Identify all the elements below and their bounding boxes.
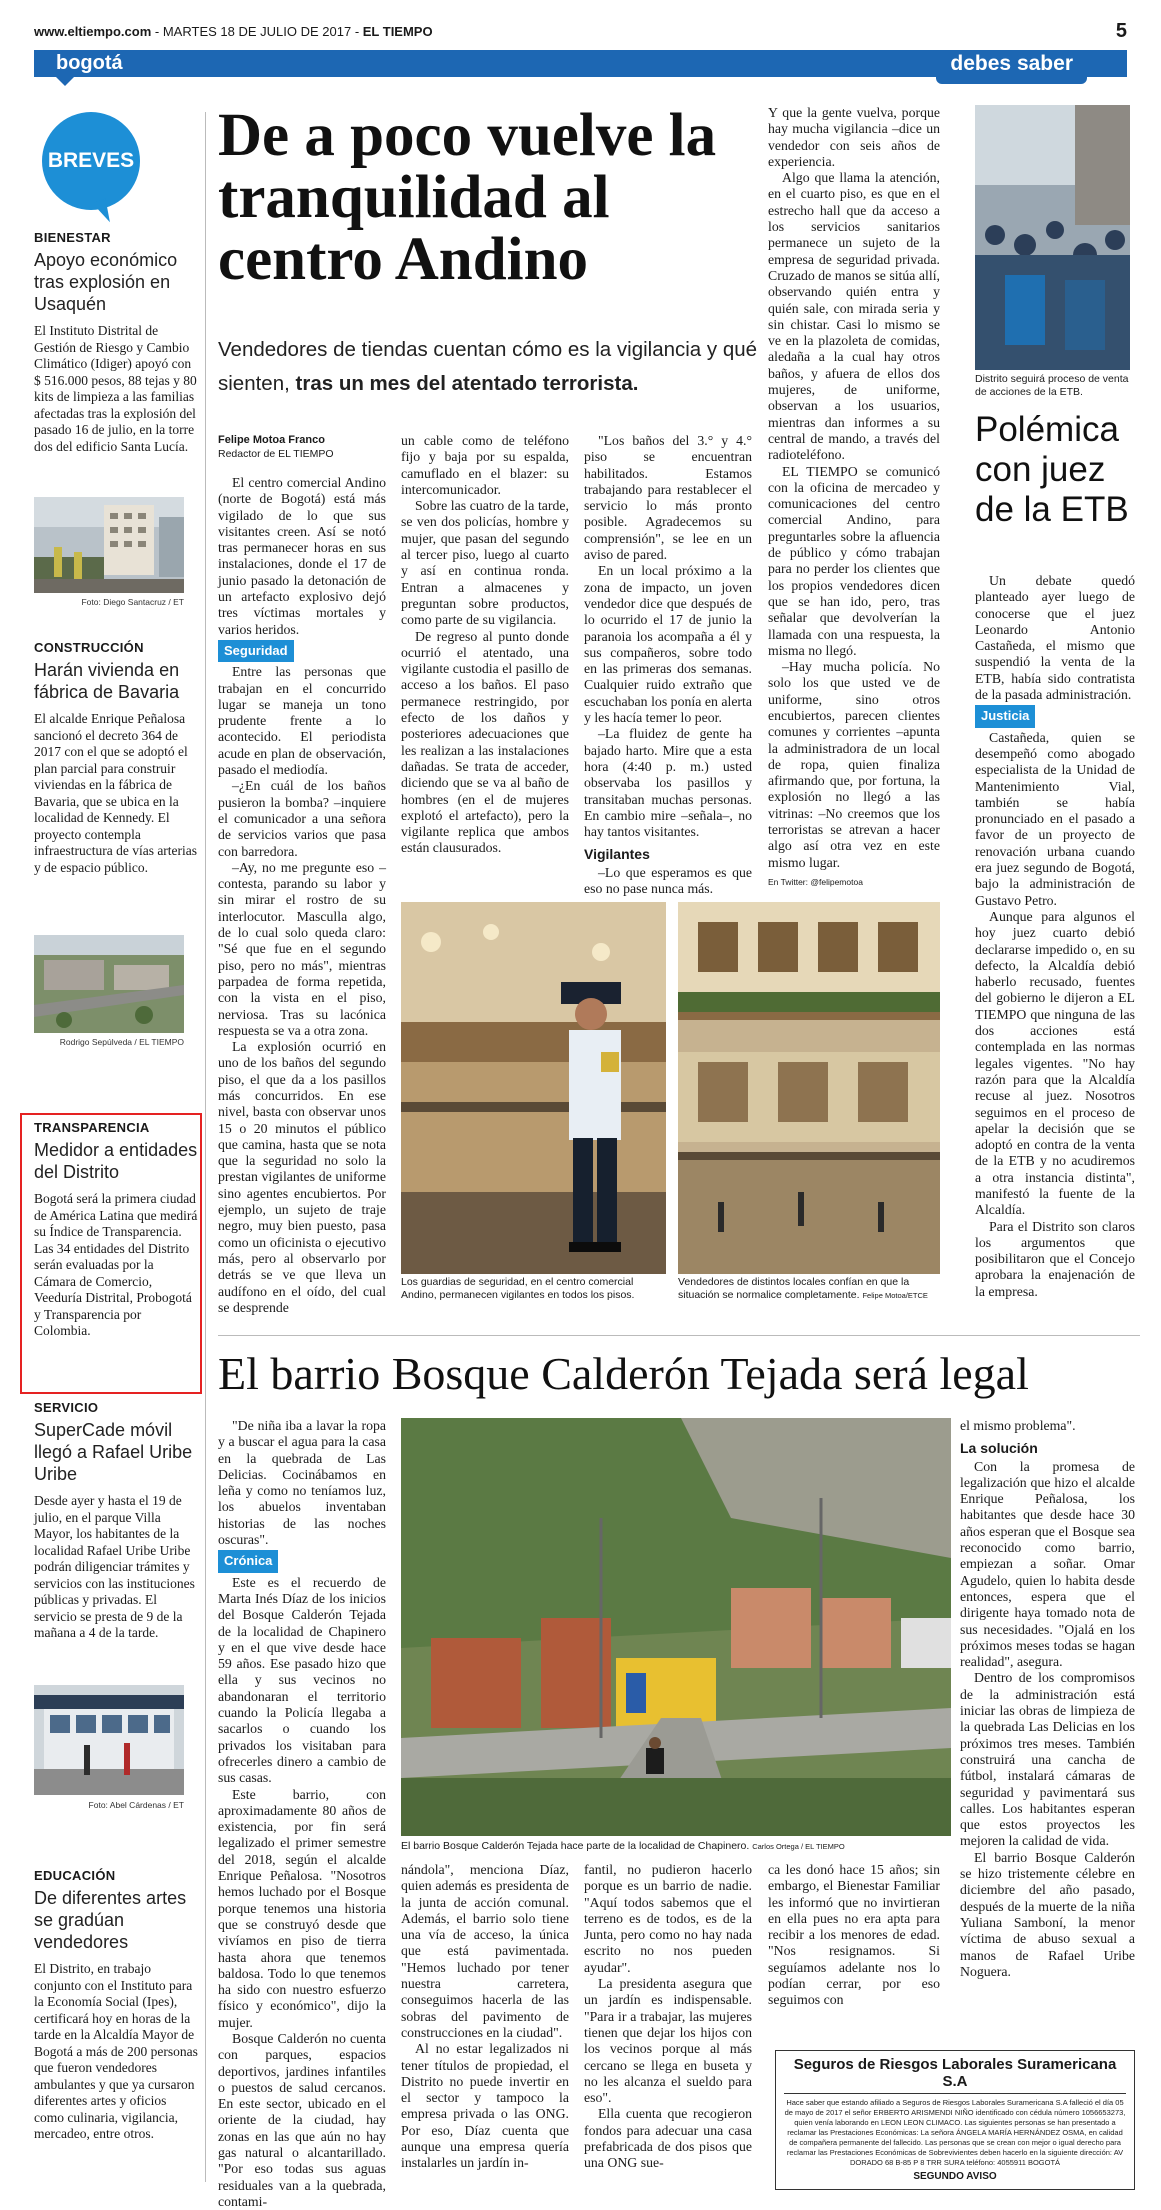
paragraph: EL TIEMPO se comunicó con la oficina de mercadeo y comunicaciones del centro comercial Andino, para preguntarles sobre la afluencia de público y cómo trabajan para no perder los clientes que los propios vendedores dicen que se han ido, pero, tras señalar que devolverían la llamada con una respuesta, la misma no llegó. [768, 463, 940, 658]
subhead-bold: tras un mes del atentado terrorista. [295, 372, 639, 395]
brief-headline: Medidor a entidades del Distrito [34, 1140, 198, 1182]
paragraph: Al no estar legalizados ni tener títulos de propiedad, el Distrito no puede invertir en el sector y tampoco la empresa privada o las ONG. Por eso, Díaz cuenta que aunque una empresa quería instalarles un jardín in- [401, 2041, 569, 2171]
photo-mall-guard [401, 902, 666, 1274]
paragraph: un cable como de teléfono fijo y baja por su espalda, camuflado en el blazer: su intercomunicador. [401, 433, 569, 497]
author-role: Redactor de EL TIEMPO [218, 448, 334, 460]
brief-photo-usaquen [34, 497, 184, 593]
ad-title: Seguros de Riesgos Laborales Suramericana S.A [784, 2056, 1126, 2094]
second-headline: El barrio Bosque Calderón Tejada será legal [218, 1348, 1029, 1399]
paragraph: Entre las personas que trabajan en el concurrido lugar se maneja un tono prudente frente a lo acontecido. El periodista acude en plan de observación, pasado el mediodía. [218, 664, 386, 778]
paragraph: Y que la gente vuelva, porque hay mucha vigilancia –dice un vendedor con seis años de experiencia. [768, 105, 940, 169]
brief-bienestar [34, 230, 198, 455]
brief-headline: De diferentes artes se gradúan vendedores [34, 1888, 187, 1952]
paragraph: Castañeda, quien se desempeñó como abogado especialista de la Unidad de Mantenimiento Vial, también se había pronunciado en el pasado a favor de un proyecto de renovación urbana cuando era juez segundo de Bogotá, bajo la administración de Gustavo Petro. [975, 729, 1135, 908]
brief-body: El Distrito, en trabajo conjunto con el Instituto para la Economía Social (Ipes), certificará hoy en horas de la tarde en la Alcaldía Mayor de Bogotá a más de 200 personas que fueron vendedores ambulantes y que ya cursaron diferentes artes y oficios como culinaria, vigilancia, mercadeo, entre otros. [34, 1961, 198, 2141]
paragraph: Dentro de los compromisos de la administración está iniciar las obras de limpieza de la quebrada Las Delicias en los próximos tres meses. También construirá una cancha de fútbol, instalará cámaras de seguridad y pavimentará sus calles. Los habitantes esperan que estos proyectos les mejoren la calidad de vida. [960, 1670, 1135, 1849]
brief-category: EDUCACIÓN [34, 1868, 116, 1883]
paragraph: El centro comercial Andino (norte de Bogotá) está más vigilado de lo que sus visitantes creen. Así se notó tras permanecer horas en sus instalaciones, donde el 17 de junio pasado la detonación de un artefacto explosivo dejó tres víctimas mortales y varios heridos. [218, 475, 386, 637]
paragraph: Algo que llama la atención, en el cuarto piso, es que en el estrecho hall que da acceso a los servicios sanitarios permanece un sujeto de la empresa de seguridad privada. Cruzado de manos se sitúa allí, observando quién entra y quién sale, con mirada seria y sin chistar. Casi lo mismo se ve en la plazoleta de comidas, aledaña a la cual hay otros baños, y afuera de ellos dos mujeres, de uniforme, observan a los usuarios, mientras dan informes a su central de mando, a través del radioteléfono. [768, 170, 940, 463]
photo-credit: Foto: Abel Cárdenas / ET [88, 1800, 184, 1810]
paragraph: El barrio Bosque Calderón se hizo tristemente célebre en diciembre del año pasado, después de la muerte de la niña Yuliana Samboní, la menor víctima de abuso sexual a manos de Rafael Uribe Noguera. [960, 1849, 1135, 1979]
paragraph: La explosión ocurrió en uno de los baños del segundo piso, el que da a los pasillos más concurridos. En ese nivel, basta con observar unos 15 o 20 minutos el público que camina, hasta que se nota que la seguridad no solo la prestan vigilantes de uniforme sino agentes encubiertos. Por ejemplo, un sujeto de traje negro, muy bien puesto, pasa como un oficinista o ejecutivo más, pero al observarlo por detrás se ve que lleva un audífono en el oído, del cual se desprende [218, 1039, 386, 1315]
photo-caption [401, 1840, 951, 1853]
main-headline: De a poco vuelve la tranquilidad al centro Andino [218, 102, 717, 293]
aerial-photo [34, 935, 184, 1033]
story-divider [218, 1335, 1140, 1336]
brief-servicio [34, 1400, 198, 1642]
crowd-photo [975, 105, 1130, 370]
brief-photo-bavaria [34, 935, 184, 1033]
photo-mall-interior [678, 902, 940, 1274]
paragraph: En un local próximo a la zona de impacto, un joven vendedor dice que después de lo ocurrido el 17 de junio la paranoia los acompaña a él y sus compañeros, sobre todo en las primeras dos semanas. Cualquier ruido extraño que escuchaban los ponía en alerta y les hacía temer lo peor. [584, 563, 752, 726]
twitter-handle[interactable]: En Twitter: @felipemotoa [768, 876, 863, 887]
author-name: Felipe Motoa Franco [218, 434, 325, 446]
paragraph: Bosque Calderón no cuenta con parques, espacios deportivos, jardines infantiles o puestos de salud cercanos. En este sector, ubicado en el oriente de la ciudad, hay zonas en las que aún no hay gas natural o alcantarillado. "Por eso todas sus aguas residuales van a la quebrada, contami- [218, 2030, 386, 2209]
paragraph: fantil, no pudieron hacerlo porque es un barrio de nadie. "Aquí todos sabemos que el terreno es de todos, es de la Junta, pero como no hay nada escrito no nos pueden ayudar". [584, 1862, 752, 1975]
main-col-3 [584, 433, 752, 897]
paragraph: "De niña iba a lavar la ropa y a buscar el agua para la casa en la quebrada de Las Delicias. Cocinábamos en leña y como no teníamos luz, los abuelos inventaban historias de las noches oscuras". [218, 1418, 386, 1548]
caption-text: Vendedores de distintos locales confían en que la situación se normalice completamente. [678, 1276, 910, 1301]
brief-category: CONSTRUCCIÓN [34, 640, 144, 655]
brief-body: El Instituto Distrital de Gestión de Riesgo y Cambio Climático (Idiger) apoyó con $ 516.000 pesos, 88 tejas y 80 kits de limpieza a las familias afectadas tras la explosión del pasado 16 de julio, en la torre dos del edificio Santa Lucía. [34, 323, 197, 454]
photo-credit: Foto: Diego Santacruz / ET [81, 597, 184, 607]
paragraph: Este barrio, con aproximadamente 80 años de existencia, por fin será legalizado el primer semestre del 2018, según el alcalde Enrique Peñalosa. "Nosotros hemos luchado por el Bosque porque tenemos una historia que se construyó desde que vivíamos en piso de tierra hasta ahora que tenemos baldosa. Todo lo que tenemos ha sido con nuestro esfuerzo físico y económico", dijo la mujer. [218, 1786, 386, 2030]
column-divider [205, 112, 206, 2182]
brief-headline: SuperCade móvil llegó a Rafael Uribe Uribe [34, 1420, 193, 1484]
header-sep2: - [354, 24, 363, 39]
caption-text: El barrio Bosque Calderón Tejada hace parte de la localidad de Chapinero. [401, 1840, 750, 1852]
brief-headline: Apoyo económico tras explosión en Usaquén [34, 250, 178, 314]
section-tag: Crónica [218, 1550, 278, 1572]
paragraph: Ella cuenta que recogieron fondos para adecuar una casa prefabricada de dos pisos que una ONG sue- [584, 2106, 752, 2171]
second-col-1 [218, 1418, 386, 2210]
site-url[interactable]: www.eltiempo.com [34, 24, 152, 39]
photo-credit: Felipe Motoa/ETCE [862, 1291, 928, 1300]
breves-badge: BREVES [42, 112, 140, 210]
paragraph: De regreso al punto donde ocurrió el atentado, una vigilante custodia el pasillo de acceso a los baños. El paso permanece restringido, por efecto de los daños y posteriores adecuaciones que les realizan a las instalaciones dañadas. Se trata de acceder, diciendo que se va al baño de hombres (en el de mujeres explotó el artefacto), pero la vigilante replica que ambos están clausurados. [401, 628, 569, 856]
main-subheadline [218, 333, 758, 401]
brief-body: Bogotá será la primera ciudad de América Latina que medirá su Índice de Transparencia. Las 34 entidades del Distrito serán evaluadas por la Cámara de Comercio, Veeduría Distrital, Probogotá y Transparencia por Colombia. [34, 1191, 198, 1338]
paragraph: Aunque para algunos el hoy juez cuarto debió declararse impedido o, en su defecto, la Alcaldía debió haberlo recusado, fuentes del gobierno le dijeron a EL TIEMPO que ninguna de las dos acciones está contemplada en las normas legales vigentes. "No hay razón para que la Alcaldía recuse al juez. Nosotros seguimos en el proceso de apelar la decisión que se adoptó en contra de la venta de la ETB y no acudiremos a otra instancia distinta", manifestó la fuente de la Alcaldía. [975, 908, 1135, 1218]
second-col-4 [768, 1862, 940, 2009]
bus-photo [34, 1685, 184, 1795]
brief-body: Desde ayer y hasta el 19 de julio, en el parque Villa Mayor, los habitantes de la localidad Rafael Uribe Uribe podrán diligenciar trámites y servicios con las instituciones públicas y privadas. El servicio se presta de 9 de la mañana a 4 de la tarde. [34, 1493, 195, 1640]
paragraph: –¿En cuál de los baños pusieron la bomba? –inquiere el comunicador a una señora de servicios varios que pasa con barredora. [218, 778, 386, 859]
paragraph: La presidenta asegura que un jardín es indispensable. "Para ir a trabajar, las mujeres tienen que dejar los hijos con los vecinos porque al más cercano se llega en buseta y no les alcanza el sueldo para eso". [584, 1976, 752, 2106]
paragraph: –Lo que esperamos es que eso no pase nunca más. [584, 864, 752, 897]
photo-caption: Los guardias de seguridad, en el centro comercial Andino, permanecen vigilantes en todos los pisos. [401, 1276, 635, 1301]
paragraph: nándola", menciona Díaz, quien además es presidenta de la junta de acción comunal. Además, el barrio solo tiene una vía de acceso, la única que está pavimentada. "Hemos luchado por tener nuestra carretera, conseguimos hacerla de las sobras del pavimento de construcciones en la ciudad". [401, 1862, 569, 2040]
paragraph: –Hay mucha policía. No solo los que usted ve de uniforme, sino otros encubiertos, parecen clientes comunes y corrientes –apunta la administradora de un local de ropa, quien finaliza afirmando que, por fortuna, la explosión no llegó a las vitrinas: –No creemos que los terroristas se atrevan a hacer algo así otra vez en este mismo lugar. [768, 659, 940, 870]
ad-notice: SEGUNDO AVISO [913, 2171, 997, 2182]
brief-photo-supercade [34, 1685, 184, 1795]
section-notch [56, 77, 74, 86]
paragraph: –Ay, no me pregunte eso –contesta, parando su labor y sin mirar el rostro de su interlocutor. Masculla algo, de lo cual solo queda claro: "Sé que fue en el segundo piso, pero no más", mientras parpadea de forma repetida, con la vista en el piso, nerviosa. Tras su lacónica respuesta se va a otra zona. [218, 859, 386, 1038]
main-col-4 [768, 105, 940, 890]
main-col-2 [401, 433, 569, 857]
brief-construccion [34, 640, 198, 876]
paragraph: Sobre las cuatro de la tarde, se ven dos policías, hombre y mujer, que pasan del segundo al tercer piso, luego al cuarto y así en continua ronda. Entran a almacenes y preguntan sobre productos, como parte de su vigilancia. [401, 498, 569, 628]
section-tag: Seguridad [218, 640, 294, 662]
brief-category: TRANSPARENCIA [34, 1120, 150, 1135]
ad-body: Hace saber que estando afiliado a Seguros de Riesgos Laborales Suramericana S.A falleció el día 05 de mayo de 2017 el señor ERBERTO ARISMENDI NIÑO identificado con cédula número 1056653273, quien venía laborando en LEON LEON CLIMACO. Las siguientes personas se han presentado a reclamar las Prestaciones Económicas: La señora ÁNGELA MARÍA HERNÁNDEZ OSMA, en calidad de compañera permanente del fallecido. Las personas que se crean con mejor o igual derecho para reclamar las Prestaciones Económicas de Sobrevivientes deben hacerlo en la siguiente dirección: AV DORADO 68 B-85 P 8 TRR SURA teléfono: 4055911 BOGOTÁ [784, 2098, 1126, 2167]
paragraph: ca les donó hace 15 años; sin embargo, el Bienestar Familiar les informó que no invirtieran en ella pues no era apta para recibir a los menores de edad. "Nos resignamos. Si seguíamos adelante nos lo podían cerrar, por eso seguimos con [768, 1862, 940, 2008]
subheading: La solución [960, 1440, 1038, 1457]
photo-etb-crowd [975, 105, 1130, 370]
byline [218, 433, 388, 461]
brief-headline: Harán vivienda en fábrica de Bavaria [34, 660, 180, 702]
main-col-1 [218, 475, 386, 1316]
subhead-plain: Vendedores de tiendas cuentan cómo es la vigilancia y qué sienten, [218, 338, 758, 395]
section-bar [34, 50, 1127, 77]
right-column-text [975, 573, 1135, 1300]
mall-photo [678, 902, 940, 1274]
header-sep: - [154, 24, 163, 39]
paragraph: "Los baños del 3.° y 4.° piso se encuentran habilitados. Estamos trabajando para restablecer el servicio lo más pronto posible. Agradecemos su comprensión", se lee en un aviso de pared. [584, 433, 752, 563]
paragraph: Este es el recuerdo de Marta Inés Díaz de los inicios del Bosque Calderón Tejada de la localidad de Chapinero y en el que vive desde hace 59 años. Ese pasado hizo que ella y sus vecinos no abandonaran el territorio cuando la Policía llegaba a sacarlos o cuando los privados los visitaban para ofrecerles dinero a cambio de sus casas. [218, 1574, 386, 1786]
section-tag: Justicia [975, 705, 1035, 727]
second-col-5 [960, 1418, 1135, 1980]
second-col-2 [401, 1862, 569, 2172]
photo-caption [678, 1276, 940, 1302]
photo-caption: Distrito seguirá proceso de venta de acciones de la ETB. [975, 373, 1129, 398]
header-brand: EL TIEMPO [362, 24, 433, 39]
section-name: bogotá [56, 52, 123, 74]
paragraph: Para el Distrito son claros los argumentos que posibilitaron que el Concejo aprobara la enajenación de la empresa. [975, 1218, 1135, 1299]
paragraph: Un debate quedó planteado ayer luego de conocerse que el juez Leonardo Antonio Castañeda, el mismo que suspendió la venta de la ETB, había sido contratista de la pasada administración. [975, 573, 1135, 703]
photo-credit: Rodrigo Sepúlveda / EL TIEMPO [59, 1037, 184, 1047]
second-col-3 [584, 1862, 752, 2172]
paragraph: Con la promesa de legalización que hizo el alcalde Enrique Peñalosa, los habitantes que desde hace 30 años esperan que el Bosque sea reconocido como barrio, empiezan a soñar. Omar Agudelo, quien lo habita desde entonces, espera que el dirigente haya tomado nota de sus necesidades. "Ojalá en los próximos meses todas se hagan realidad", asegura. [960, 1458, 1135, 1670]
paragraph: –La fluidez de gente ha bajado harto. Mire que a esta hora (4:40 p. m.) usted observaba los pasillos y transitaban muchas personas. En cambio mire –señala–, no hay tantos visitantes. [584, 726, 752, 840]
section-right-tag: debes saber [936, 50, 1087, 84]
subheading: Vigilantes [584, 846, 650, 863]
brief-category: BIENESTAR [34, 230, 111, 245]
brief-educacion [34, 1868, 198, 2143]
brief-body: El alcalde Enrique Peñalosa sancionó el decreto 364 de 2017 con el que se adoptó el plan parcial para construir viviendas en la fábrica de Bavaria, que se ubica en la localidad de Kennedy. El proyecto contempla infraestructura de vías arterias y de espacio público. [34, 711, 198, 875]
building-photo [34, 497, 184, 593]
legal-notice-ad [775, 2050, 1135, 2190]
photo-credit: Carlos Ortega / EL TIEMPO [752, 1842, 845, 1851]
guard-photo [401, 902, 666, 1274]
photo-bosque-calderon [401, 1418, 951, 1836]
header-date: MARTES 18 DE JULIO DE 2017 [162, 24, 352, 39]
brief-category: SERVICIO [34, 1400, 99, 1415]
brief-transparencia [34, 1120, 198, 1340]
page-number: 5 [1115, 20, 1127, 42]
neighborhood-photo [401, 1418, 951, 1836]
paragraph: el mismo problema". [960, 1418, 1076, 1433]
right-headline: Polémica con juez de la ETB [975, 410, 1129, 529]
header-info [34, 24, 433, 39]
